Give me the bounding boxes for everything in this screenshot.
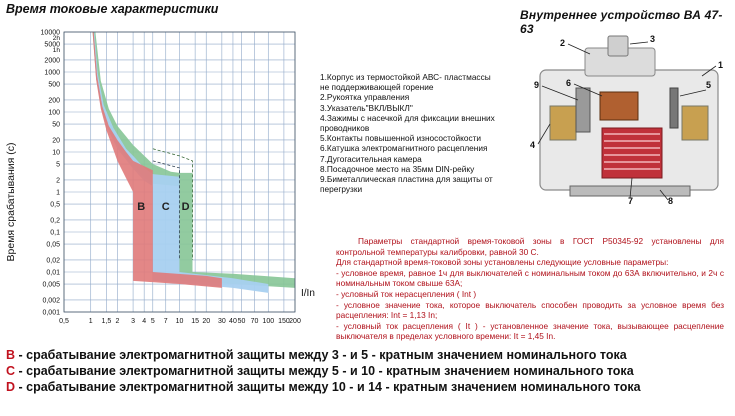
callout-5: 5 (706, 80, 712, 90)
params-p5: - условное значение тока, которое выключатель способен проводить за условное время без расцепления: Int = 1,13 In; (336, 299, 724, 321)
params-p3: - условное время, равное 1ч для выключателей с номинальным током до 63А включительно, и 2ч с номинальным током свыше 63А; (336, 267, 724, 289)
coil (600, 92, 638, 120)
x-tick-label: 40 (229, 318, 237, 325)
band-label-b: B (137, 201, 146, 214)
y-tick-label: 20 (52, 137, 60, 145)
device-title: Внутреннее устройство ВА 47-63 (520, 8, 723, 36)
right-clamp (682, 106, 708, 140)
x-tick-label: 200 (289, 318, 301, 325)
x-tick-label: 7 (163, 318, 168, 325)
params-p6: - условный ток расцепления ( It ) - установленное значение тока, вызывающее расцепление выключателя в пределах условного времени: It = 1,45 In. (336, 320, 724, 342)
legend-text-b: - срабатывание электромагнитной защиты между 3 - и 5 - кратным значением номинального тока (15, 348, 627, 362)
y-hour-mark: 2h (52, 35, 60, 43)
y-tick-label: 0,5 (50, 201, 60, 209)
y-tick-label: 0,001 (42, 309, 60, 317)
y-tick-label: 0,02 (46, 257, 60, 265)
callout-6: 6 (566, 78, 572, 88)
y-tick-label: 10000 (40, 29, 60, 37)
y-tick-label: 1 (56, 189, 60, 197)
breaker-illustration (530, 30, 730, 208)
y-tick-label: 2000 (44, 57, 60, 65)
y-tick-label: 2 (56, 177, 60, 185)
x-tick-label: 70 (250, 318, 259, 325)
y-tick-label: 0,005 (42, 281, 60, 289)
y-tick-label: 0,002 (42, 297, 60, 305)
legend-letter-b: B (6, 348, 16, 362)
legend-text-d: - срабатывание электромагнитной защиты между 10 - и 14 - кратным значением номинального тока (15, 380, 641, 394)
x-tick-label: 15 (191, 318, 200, 325)
device-part-5: 5.Контакты повышенной износостойкости (320, 133, 482, 144)
callout-3: 3 (650, 34, 656, 44)
time-current-chart (0, 20, 315, 335)
x-tick-label: 1,5 (101, 318, 112, 325)
device-part-7: 7.Дугогасительная камера (320, 153, 422, 164)
y-tick-label: 200 (48, 97, 60, 105)
y-tick-label: 50 (52, 121, 60, 129)
standard-parameters-text (336, 236, 724, 342)
device-part-9: 9.Биметаллическая пластина для защиты от перегрузки (320, 174, 493, 195)
device-part-4: 4.Зажимы с насечкой для фиксации внешних проводников (320, 112, 495, 134)
callout-1: 1 (718, 60, 724, 70)
callout-4: 4 (530, 140, 536, 150)
params-p1: Параметры стандартной время-токовой зоны в ГОСТ Р50345-92 установлены для контрольной температуры калибровки, равной 30 С. (336, 236, 724, 257)
y-tick-label: 0,2 (50, 217, 60, 225)
callout-8: 8 (668, 196, 674, 206)
device-part-8: 8.Посадочное место на 35мм DIN-рейку (320, 163, 475, 174)
params-p2: Для стандартной время-токовой зоны установлены следующие условные параметры: (336, 257, 669, 268)
callout-2: 2 (560, 38, 566, 48)
callout-9: 9 (534, 80, 540, 90)
x-tick-label: 1 (88, 318, 93, 325)
control-handle (608, 36, 628, 56)
y-tick-label: 500 (48, 81, 60, 89)
legend-line-b (6, 348, 627, 362)
y-axis-label: Время срабатывания (с) (5, 142, 17, 262)
legend-letter-d: D (6, 380, 16, 394)
y-tick-label: 100 (48, 109, 60, 117)
y-hour-mark: 1h (52, 47, 60, 55)
legend-letter-c: C (6, 364, 16, 378)
bimetal-plate (576, 88, 590, 132)
y-tick-label: 0,1 (50, 229, 60, 237)
y-tick-label: 5 (56, 161, 60, 169)
x-tick-label: 10 (175, 318, 184, 325)
legend-line-d (6, 380, 641, 394)
device-part-3: 3.Указатель"ВКЛ/ВЫКЛ" (320, 102, 413, 113)
contacts (670, 88, 678, 128)
device-parts-list (320, 72, 530, 194)
device-part-6: 6.Катушка электромагнитного расцепления (320, 143, 488, 154)
device-part-1: 1.Корпус из термостойкой АВС- пластмассы не поддерживающей горение (320, 72, 491, 93)
x-tick-label: 2 (115, 318, 120, 325)
chart-title: Время токовые характеристики (6, 2, 219, 16)
y-tick-label: 1000 (44, 69, 60, 77)
band-label-d: D (181, 201, 190, 214)
x-tick-label: 100 (262, 318, 275, 325)
callout-7: 7 (628, 196, 634, 206)
left-clamp (550, 106, 576, 140)
x-tick-label: 4 (142, 318, 147, 325)
y-tick-label: 10 (52, 149, 60, 157)
x-tick-label: 50 (237, 318, 246, 325)
y-tick-label: 5000 (44, 41, 60, 49)
x-tick-label: 3 (131, 318, 136, 325)
arc-chamber (602, 128, 662, 178)
y-tick-label: 0,01 (46, 269, 60, 277)
x-tick-label: 5 (150, 318, 155, 325)
params-p4: - условный ток нерасцепления ( Int ) (336, 288, 477, 299)
x-tick-label: 30 (217, 318, 226, 325)
legend-text-c: - срабатывание электромагнитной защиты между 5 - и 10 - кратным значением номинального тока (15, 364, 634, 378)
band-label-c: C (161, 201, 170, 214)
y-tick-label: 0,05 (46, 241, 60, 249)
legend-line-c (6, 364, 634, 378)
x-tick-label: 20 (202, 318, 211, 325)
x-tick-label: 150 (278, 318, 290, 325)
device-part-2: 2.Рукоятка управления (320, 92, 410, 103)
x-tick-label: 0,5 (59, 318, 69, 325)
x-axis-label: I/In (301, 288, 315, 299)
